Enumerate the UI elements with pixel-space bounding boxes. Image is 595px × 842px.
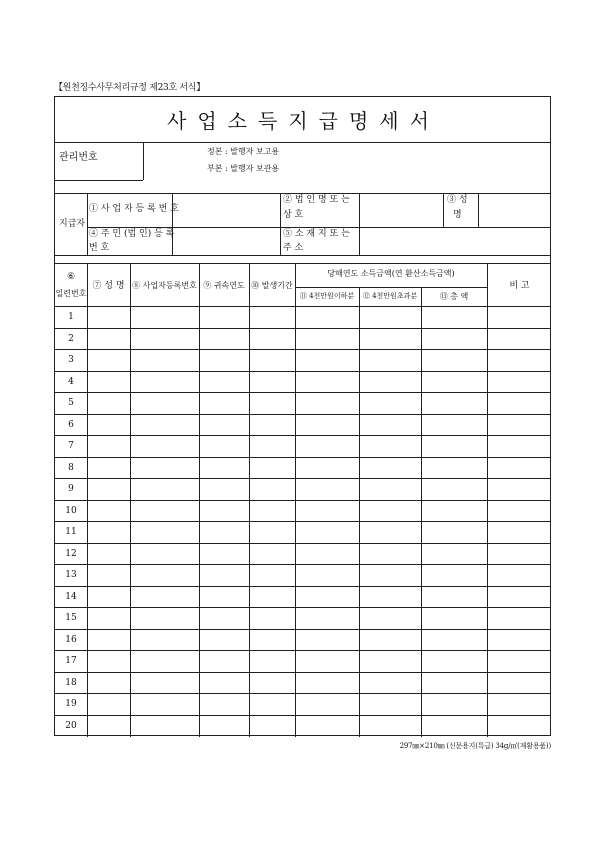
row-serial-number: 4 <box>68 376 74 387</box>
row-serial-number: 14 <box>65 591 77 602</box>
col-under-header: ⑪ 4천만원이하분 <box>299 292 355 300</box>
row-serial-number: 19 <box>65 699 77 709</box>
row-serial-number: 15 <box>65 613 77 623</box>
table-row <box>55 478 550 479</box>
col-remarks-header: 비 고 <box>509 281 530 291</box>
table-row <box>55 543 550 544</box>
corp-name-label-2: 상 호 <box>283 210 304 220</box>
row-serial-number: 9 <box>68 484 74 494</box>
row-serial-number: 3 <box>68 355 74 365</box>
table-row <box>55 629 550 630</box>
row-serial-number: 11 <box>65 527 77 537</box>
form-title: 사업소득지급명세서 <box>167 109 440 133</box>
table-row <box>55 371 550 372</box>
col-total-header: ⑬ 총 액 <box>439 292 469 301</box>
payer-field-divider-4 <box>443 193 444 227</box>
col-serial-header-2: 일련번호 <box>55 289 87 298</box>
table-row <box>55 435 550 436</box>
table-row <box>55 564 550 565</box>
row-serial-number: 5 <box>68 398 74 408</box>
corp-name-label-1: ② 법 인 명 또 는 <box>283 195 350 205</box>
table-row <box>55 693 550 694</box>
table-row <box>55 457 550 458</box>
table-row <box>55 715 550 716</box>
resident-number-label-1: ④ 주 민 (법 인) 등 록 <box>89 229 175 239</box>
biz-reg-label: ① 사 업 자 등 록 번 호 <box>89 204 179 214</box>
col-year-header: ⑨ 귀속연도 <box>203 281 245 290</box>
table-row <box>55 414 550 415</box>
copy-original-label: 정본 : 발행자 보고용 <box>207 147 280 156</box>
row-serial-number: 2 <box>68 333 74 344</box>
mgmt-number-label: 관리번호 <box>59 152 98 163</box>
payer-mid-line <box>87 227 550 228</box>
row-serial-number: 12 <box>65 548 77 559</box>
table-row <box>55 650 550 651</box>
address-label-1: ⑤ 소 재 지 또 는 <box>283 229 350 239</box>
col-name-header: ⑦ 성 명 <box>92 281 125 291</box>
address-label-2: 주 소 <box>283 243 304 253</box>
payer-name-label-2: 명 <box>453 210 462 220</box>
table-row <box>55 672 550 673</box>
row-serial-number: 1 <box>68 312 74 322</box>
title-divider <box>55 142 550 143</box>
table-row <box>55 500 550 501</box>
payer-field-divider-3 <box>359 193 360 255</box>
payer-name-label-1: ③ 성 <box>447 195 468 205</box>
row-serial-number: 17 <box>65 656 77 666</box>
resident-number-label-2: 번 호 <box>89 243 110 253</box>
row-serial-number: 10 <box>65 505 77 516</box>
payer-field-divider-1 <box>172 193 173 255</box>
col-biz-reg-header: ⑧ 사업자등록번호 <box>132 281 197 290</box>
payer-label-divider <box>87 193 88 255</box>
table-row <box>55 607 550 608</box>
payer-field-divider-2 <box>280 193 281 255</box>
col-income-group-header: 당해연도 소득금액(연 환산소득금액) <box>327 269 455 278</box>
row-serial-number: 20 <box>65 720 77 731</box>
table-row <box>55 328 550 329</box>
mgmt-divider <box>143 142 144 180</box>
form-frame <box>54 96 551 736</box>
col-period-header: ⑩ 발생기간 <box>251 281 293 290</box>
col-serial-header-1: ⑥ <box>66 272 76 282</box>
col-over-header: ⑫ 4천만원초과분 <box>362 292 418 300</box>
mgmt-bottom-line <box>55 180 143 181</box>
paper-size-footnote: 297㎜×210㎜ (신문용지(특급) 34g/㎡(재활용품)) <box>399 742 551 750</box>
payer-bottom-line <box>55 255 550 256</box>
row-serial-number: 6 <box>68 419 74 430</box>
table-row <box>55 306 550 307</box>
table-row <box>55 349 550 350</box>
copy-duplicate-label: 부본 : 발행자 보관용 <box>207 164 280 173</box>
table-row <box>55 521 550 522</box>
row-serial-number: 8 <box>68 462 74 473</box>
row-serial-number: 18 <box>65 677 77 688</box>
payer-section-label: 지급자 <box>59 219 86 229</box>
payer-top-line <box>55 193 550 194</box>
row-serial-number: 16 <box>65 634 77 645</box>
col-divider-over <box>421 287 422 737</box>
row-serial-number: 7 <box>68 441 74 451</box>
payer-field-divider-5 <box>478 193 479 227</box>
table-row <box>55 392 550 393</box>
col-divider-under <box>359 287 360 737</box>
row-serial-number: 13 <box>65 570 77 580</box>
income-group-divider <box>295 287 487 288</box>
form-reference: 【원천징수사무처리규정 제23호 서식】 <box>54 83 205 93</box>
table-row <box>55 586 550 587</box>
